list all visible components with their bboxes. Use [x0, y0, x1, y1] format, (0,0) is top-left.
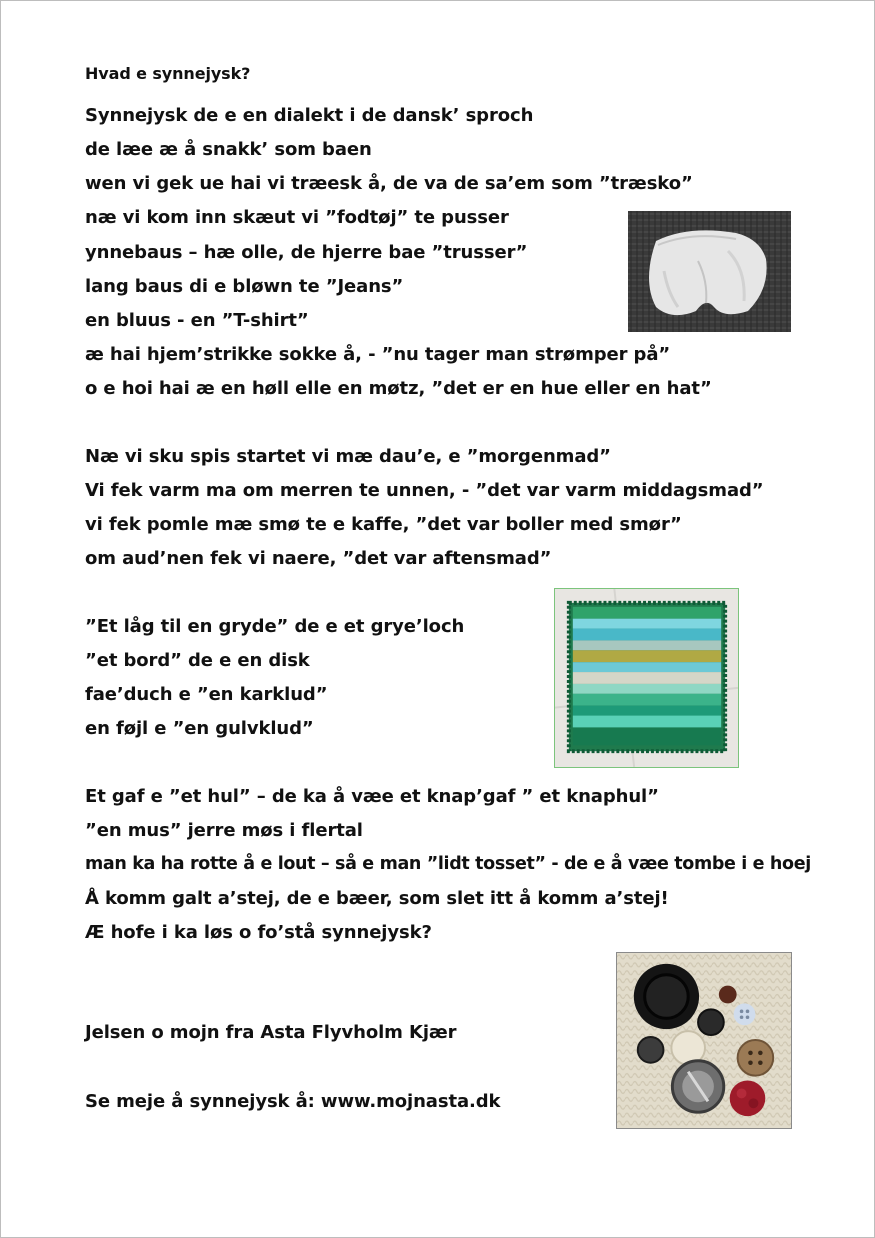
buttons-illustration	[617, 953, 791, 1128]
stanza4-line-4: Å komm galt a’stej, de e bæer, som slet itt å komm a’stej!	[85, 888, 669, 909]
underpants-photo	[628, 211, 791, 332]
stanza2-line-2: Vi fek varm ma om merren te unnen, - ”det var varm middagsmad”	[85, 480, 764, 501]
stanza1-line-8: æ hai hjem’strikke sokke å, - ”nu tager man strømper på”	[85, 344, 671, 365]
credit-line: Jelsen o mojn fra Asta Flyvholm Kjær	[85, 1022, 457, 1043]
stanza4-line-1: Et gaf e ”et hul” – de ka å væe et knap’gaf ” et knaphul”	[85, 786, 659, 807]
dishcloth-photo	[554, 588, 739, 768]
stanza4-line-2: ”en mus” jerre møs i flertal	[85, 820, 363, 841]
stanza3-line-3: fae’duch e ”en karklud”	[85, 684, 328, 705]
dishcloth-illustration	[555, 589, 738, 767]
stanza2-line-1: Næ vi sku spis startet vi mæ dau’e, e ”morgenmad”	[85, 446, 611, 467]
stanza1-line-1: Synnejysk de e en dialekt i de dansk’ sproch	[85, 105, 534, 126]
stanza1-line-9: o e hoi hai æ en høll elle en møtz, ”det er en hue eller en hat”	[85, 378, 712, 399]
stanza2-line-3: vi fek pomle mæ smø te e kaffe, ”det var boller med smør”	[85, 514, 682, 535]
stanza1-line-5: ynnebaus – hæ olle, de hjerre bae ”trusser”	[85, 242, 528, 263]
stanza4-line-5: Æ hofe i ka løs o fo’stå synnejysk?	[85, 922, 432, 943]
document-title: Hvad e synnejysk?	[85, 64, 251, 83]
buttons-photo	[616, 952, 792, 1129]
stanza3-line-2: ”et bord” de e en disk	[85, 650, 310, 671]
stanza1-line-3: wen vi gek ue hai vi træesk å, de va de sa’em som ”træsko”	[85, 173, 693, 194]
stanza3-line-4: en føjl e ”en gulvklud”	[85, 718, 314, 739]
stanza1-line-4: næ vi kom inn skæut vi ”fodtøj” te pusser	[85, 207, 509, 228]
website-line: Se meje å synnejysk å: www.mojnasta.dk	[85, 1091, 501, 1112]
stanza3-line-1: ”Et låg til en gryde” de e et grye’loch	[85, 616, 465, 637]
stanza1-line-7: en bluus - en ”T-shirt”	[85, 310, 309, 331]
stanza1-line-6: lang baus di e bløwn te ”Jeans”	[85, 276, 404, 297]
stanza2-line-4: om aud’nen fek vi naere, ”det var aftensmad”	[85, 548, 552, 569]
underpants-illustration	[628, 211, 791, 332]
stanza1-line-2: de læe æ å snakk’ som baen	[85, 139, 372, 160]
stanza4-line-3: man ka ha rotte å e lout – så e man ”lidt tosset” - de e å væe tombe i e hoej	[85, 854, 811, 874]
